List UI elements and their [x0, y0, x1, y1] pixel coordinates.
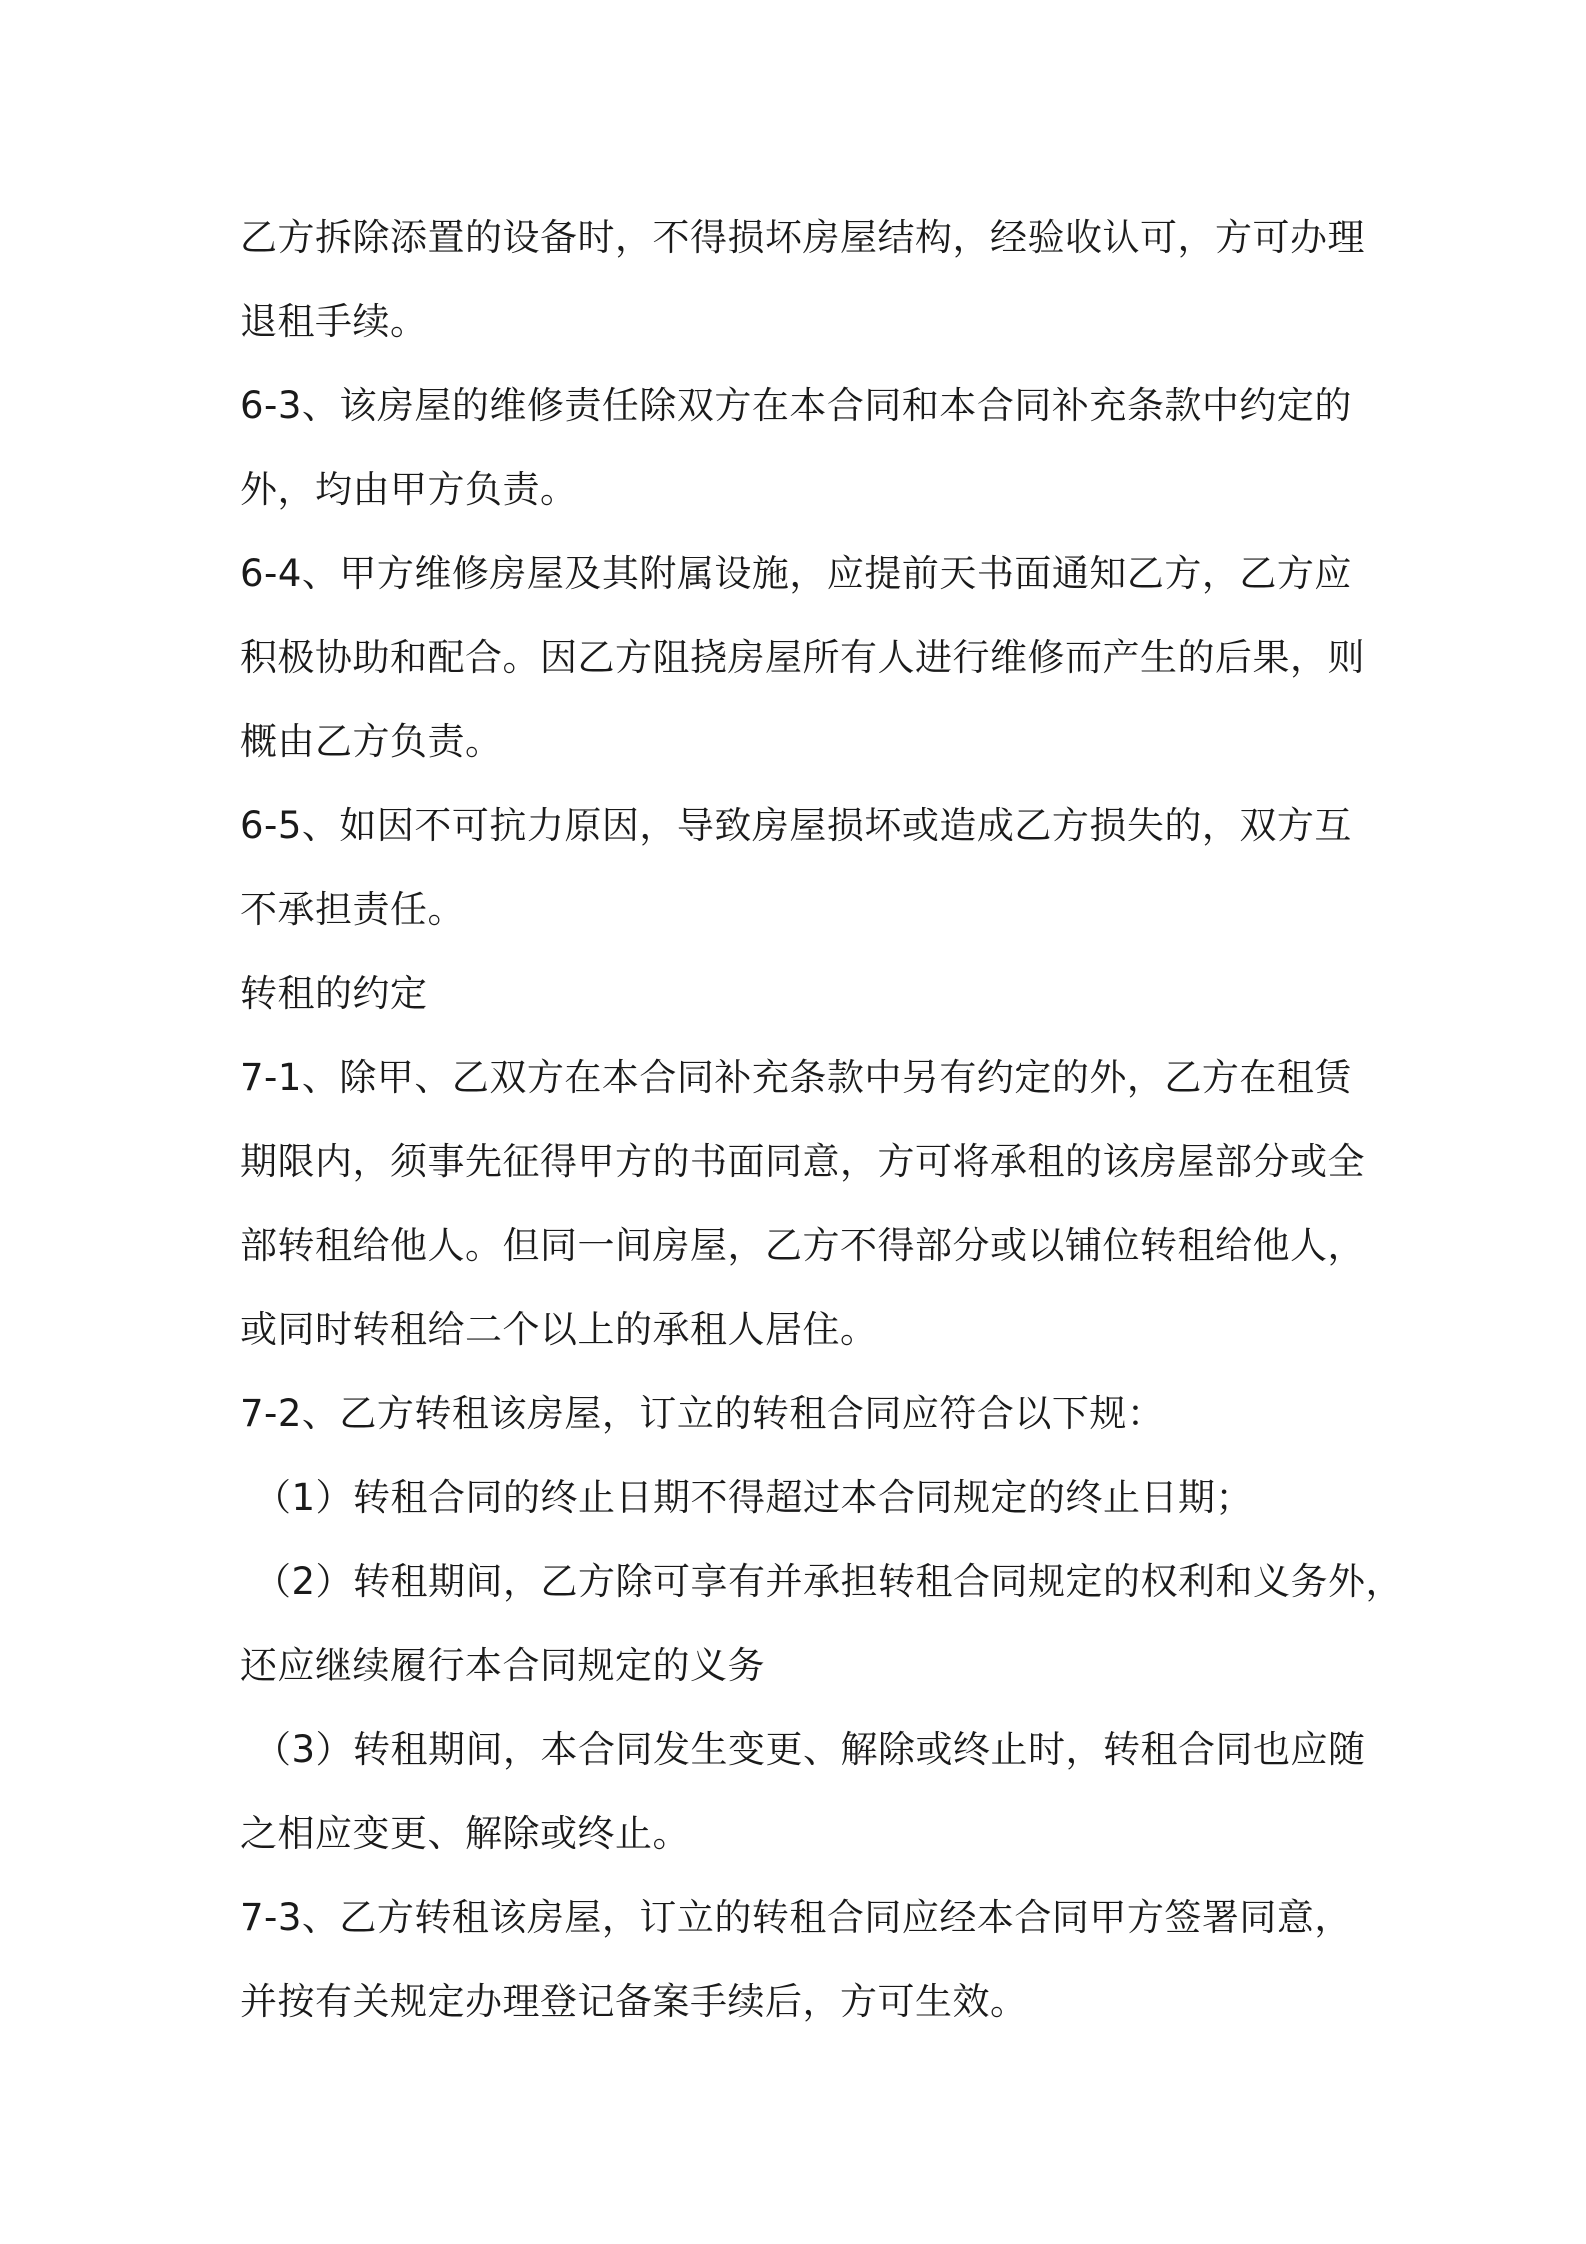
clause-6-4: 6-4、甲方维修房屋及其附属设施，应提前天书面通知乙方，乙方应	[240, 552, 1352, 595]
list-item-2: （2）转租期间，乙方除可享有并承担转租合同规定的权利和义务外，	[254, 1560, 1404, 1603]
clause-6-5: 6-5、如因不可抗力原因，导致房屋损坏或造成乙方损失的，双方互	[240, 804, 1352, 847]
text-line: 不承担责任。	[240, 888, 465, 931]
clause-7-1: 7-1、除甲、乙双方在本合同补充条款中另有约定的外，乙方在租赁	[240, 1056, 1352, 1099]
list-item-1: （1）转租合同的终止日期不得超过本合同规定的终止日期；	[254, 1476, 1254, 1519]
text-line: 部转租给他人。但同一间房屋，乙方不得部分或以铺位转租给他人，	[240, 1224, 1365, 1267]
clause-7-3: 7-3、乙方转租该房屋，订立的转租合同应经本合同甲方签署同意，	[240, 1896, 1352, 1939]
text-line: 外，均由甲方负责。	[240, 468, 578, 511]
text-line: 或同时转租给二个以上的承租人居住。	[240, 1308, 878, 1351]
text-line: 之相应变更、解除或终止。	[240, 1812, 690, 1855]
text-line: 积极协助和配合。因乙方阻挠房屋所有人进行维修而产生的后果，则	[240, 636, 1365, 679]
document-body	[240, 196, 1404, 2044]
text-line: 还应继续履行本合同规定的义务	[240, 1644, 765, 1687]
text-line: 并按有关规定办理登记备案手续后，方可生效。	[240, 1980, 1028, 2023]
text-line: 乙方拆除添置的设备时，不得损坏房屋结构，经验收认可，方可办理	[240, 216, 1365, 259]
list-item-3: （3）转租期间，本合同发生变更、解除或终止时，转租合同也应随	[254, 1728, 1366, 1771]
clause-6-3: 6-3、该房屋的维修责任除双方在本合同和本合同补充条款中约定的	[240, 384, 1352, 427]
text-line: 概由乙方负责。	[240, 720, 503, 763]
text-line: 期限内，须事先征得甲方的书面同意，方可将承租的该房屋部分或全	[240, 1140, 1365, 1183]
text-line: 退租手续。	[240, 300, 428, 343]
section-heading: 转租的约定	[240, 972, 428, 1015]
clause-7-2: 7-2、乙方转租该房屋，订立的转租合同应符合以下规：	[240, 1392, 1165, 1435]
